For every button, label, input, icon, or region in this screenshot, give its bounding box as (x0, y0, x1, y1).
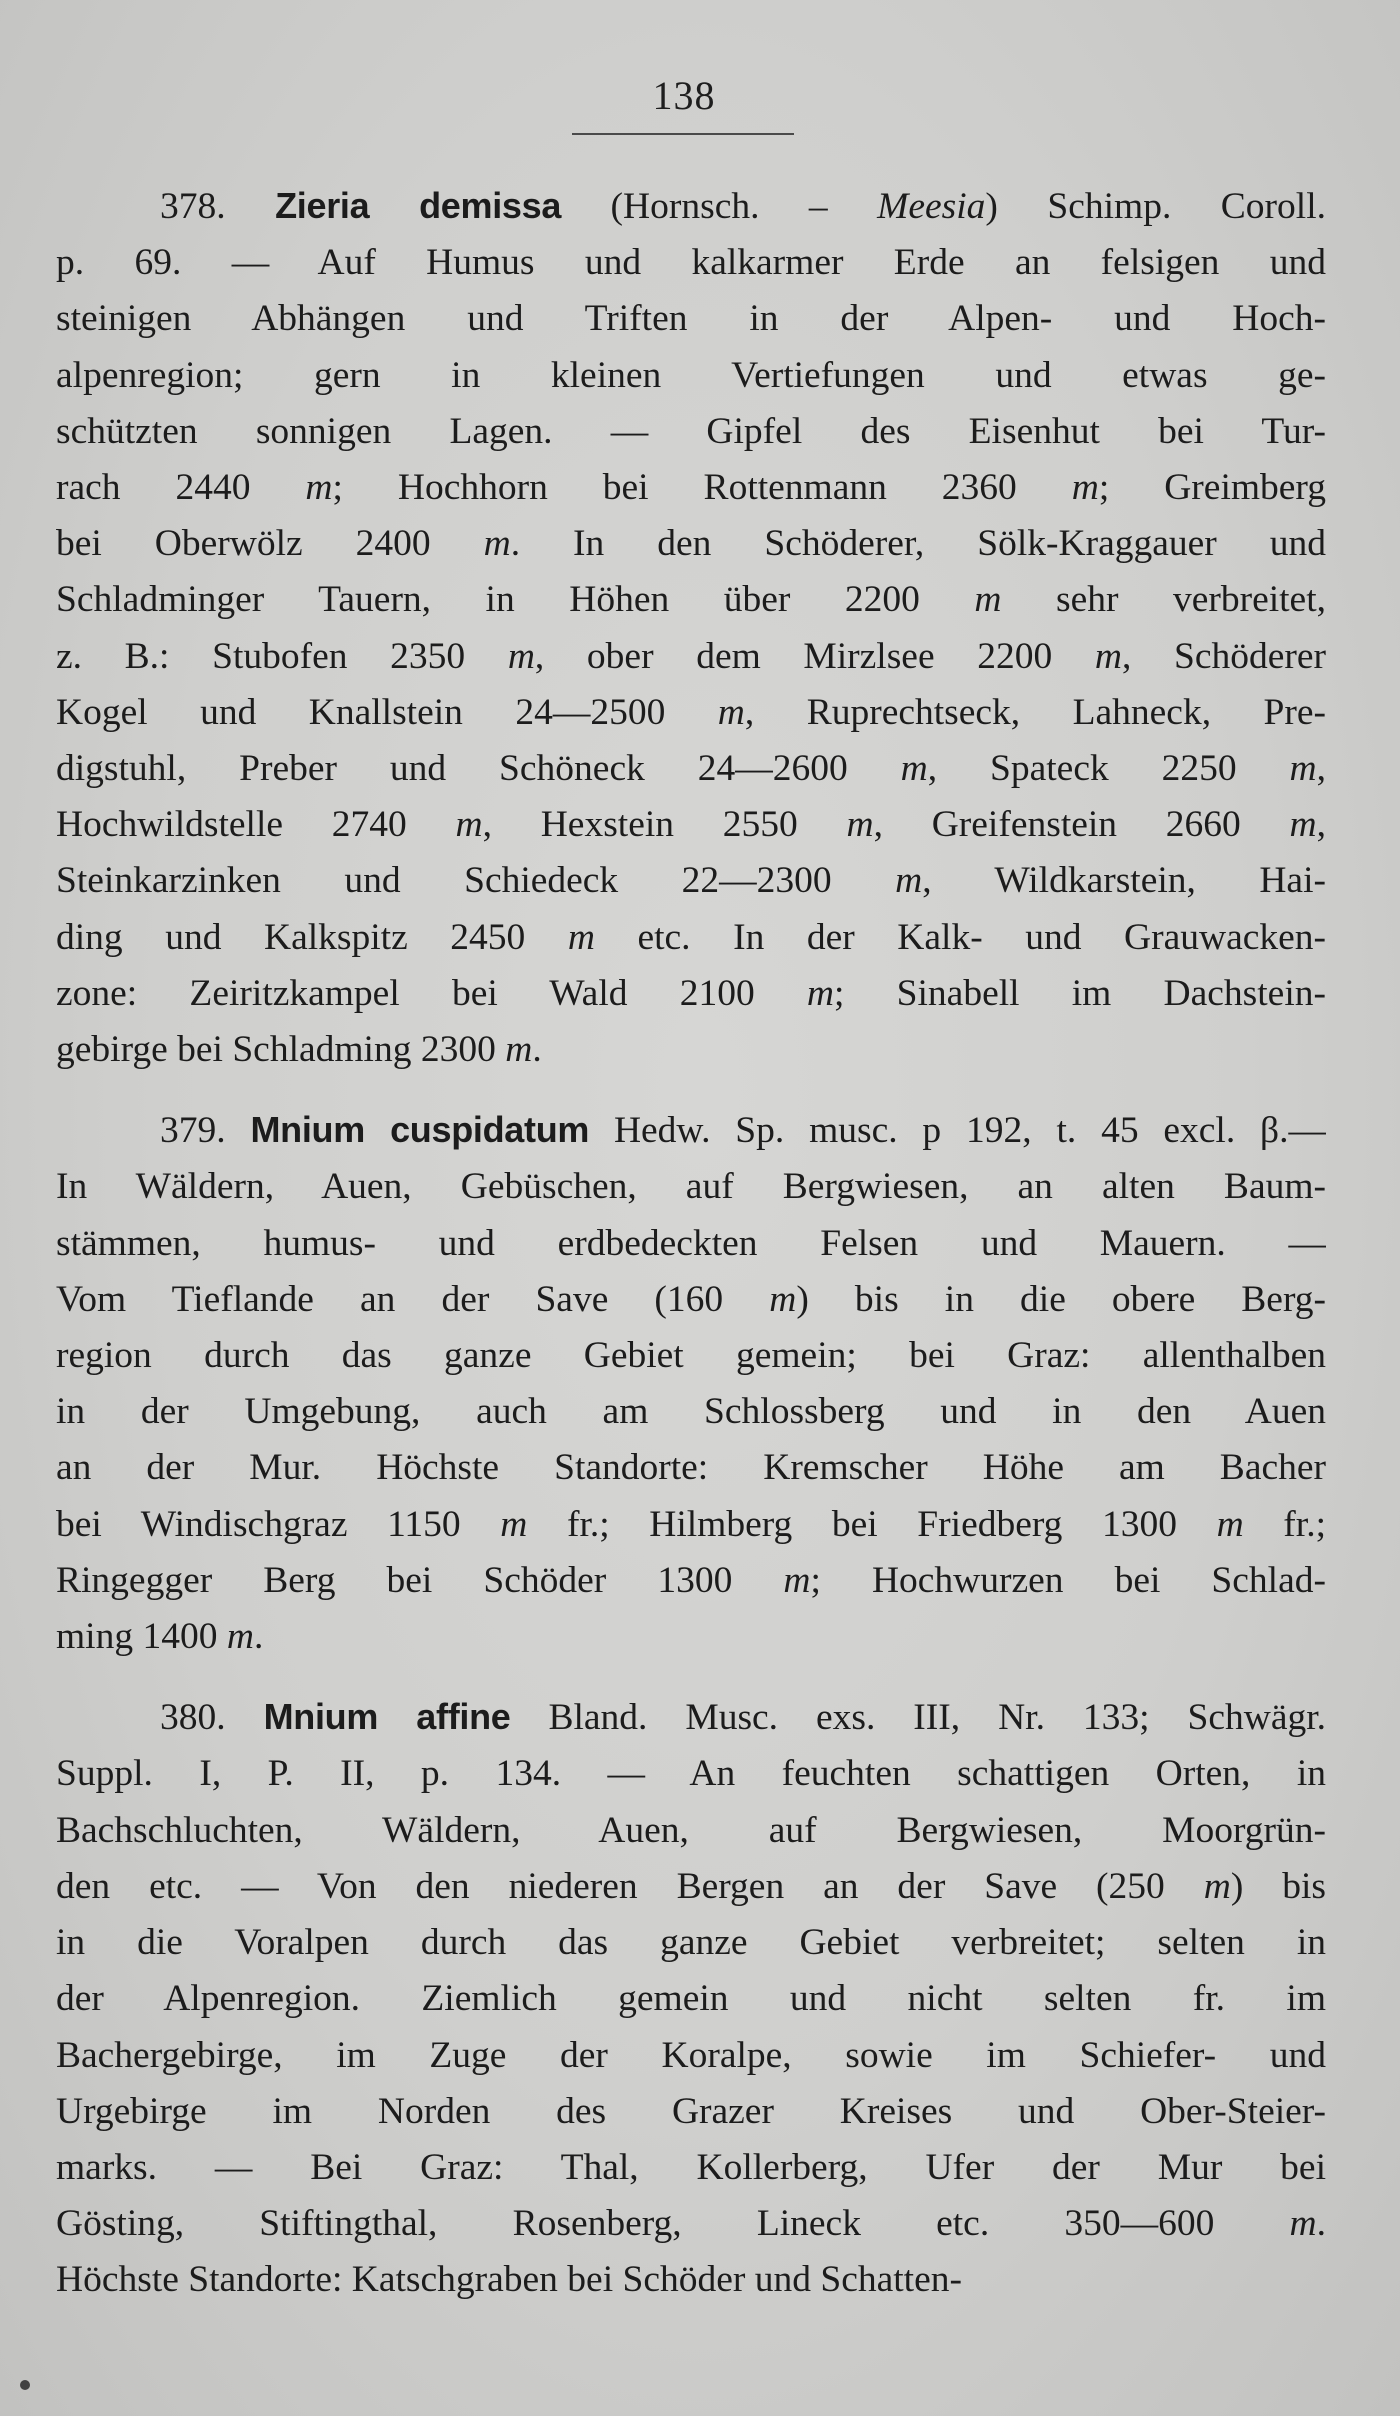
taxon-name: Mnium affine (263, 1696, 511, 1738)
species-entry (56, 178, 1326, 1078)
text-line: z. B.: Stubofen 2350 m, ober dem Mirzlsee 2200 m, Schöderer (56, 635, 1326, 677)
entry-number: 380. (160, 1697, 264, 1739)
text-line: gebirge bei Schladming 2300 m. (56, 1029, 542, 1071)
entry-heading-line: 379. Mnium cuspidatum Hedw. Sp. musc. p 192, t. 45 excl. β.— (160, 1109, 1326, 1152)
entry-heading-line: 380. Mnium affine Bland. Musc. exs. III, Nr. 133; Schwägr. (160, 1696, 1326, 1739)
text-line: Kogel und Knallstein 24—2500 m, Ruprechtseck, Lahneck, Pre- (56, 691, 1326, 733)
entry-number: 379. (160, 1110, 251, 1152)
text-line: ding und Kalkspitz 2450 m etc. In der Kalk- und Grauwacken- (56, 916, 1326, 958)
text-line: den etc. — Von den niederen Bergen an der Save (250 m) bis (56, 1865, 1326, 1907)
text-line: Vom Tieflande an der Save (160 m) bis in die obere Berg- (56, 1278, 1326, 1320)
text-line: p. 69. — Auf Humus und kalkarmer Erde an felsigen und (56, 242, 1326, 284)
text-line: Urgebirge im Norden des Grazer Kreises und Ober-Steier- (56, 2090, 1326, 2132)
text-line: Schladminger Tauern, in Höhen über 2200 m sehr verbreitet, (56, 579, 1326, 621)
body-text (56, 178, 1326, 2309)
text-line: rach 2440 m; Hochhorn bei Rottenmann 2360 m; Greimberg (56, 467, 1326, 509)
species-entry (56, 1102, 1326, 1665)
species-entry (56, 1689, 1326, 2308)
print-speck (20, 2380, 30, 2390)
taxon-name: Zieria demissa (275, 185, 562, 226)
text-line: Steinkarzinken und Schiedeck 22—2300 m, Wildkarstein, Hai- (56, 860, 1326, 902)
text-line: stämmen, humus- und erdbedeckten Felsen und Mauern. — (56, 1222, 1326, 1264)
taxon-name: Mnium cuspidatum (250, 1109, 590, 1151)
text-line: Bachschluchten, Wäldern, Auen, auf Bergwiesen, Moorgrün- (56, 1809, 1326, 1851)
text-line: Bachergebirge, im Zuge der Koralpe, sowie im Schiefer- und (56, 2034, 1326, 2076)
text-line: Suppl. I, P. II, p. 134. — An feuchten schattigen Orten, in (56, 1753, 1326, 1795)
text-line: Hochwildstelle 2740 m, Hexstein 2550 m, Greifenstein 2660 m, (56, 804, 1326, 846)
text-line: bei Windischgraz 1150 m fr.; Hilmberg bei Friedberg 1300 m fr.; (56, 1503, 1326, 1545)
text-line: zone: Zeiritzkampel bei Wald 2100 m; Sinabell im Dachstein- (56, 972, 1326, 1014)
text-line: In Wäldern, Auen, Gebüschen, auf Bergwiesen, an alten Baum- (56, 1166, 1326, 1208)
text-line: an der Mur. Höchste Standorte: Kremscher Höhe am Bacher (56, 1447, 1326, 1489)
entry-heading-line: 378. Zieria demissa (Hornsch. – Meesia) Schimp. Coroll. (160, 185, 1326, 227)
text-line: in die Voralpen durch das ganze Gebiet verbreitet; selten in (56, 1922, 1326, 1964)
header-rule (572, 133, 794, 135)
text-line: Ringegger Berg bei Schöder 1300 m; Hochwurzen bei Schlad- (56, 1559, 1326, 1601)
text-line: Gösting, Stiftingthal, Rosenberg, Lineck etc. 350—600 m. (56, 2203, 1326, 2245)
synonym-genus: Meesia (877, 186, 986, 227)
text-line: Höchste Standorte: Katschgraben bei Schöder und Schatten- (56, 2259, 962, 2301)
text-line: steinigen Abhängen und Triften in der Alpen- und Hoch- (56, 298, 1326, 340)
text-line: digstuhl, Preber und Schöneck 24—2600 m, Spateck 2250 m, (56, 748, 1326, 790)
page-number: 138 (652, 73, 716, 118)
text-line: bei Oberwölz 2400 m. In den Schöderer, Sölk-Kraggauer und (56, 523, 1326, 565)
text-line: schützten sonnigen Lagen. — Gipfel des Eisenhut bei Tur- (56, 410, 1326, 452)
text-line: alpenregion; gern in kleinen Vertiefungen und etwas ge- (56, 354, 1326, 396)
text-line: region durch das ganze Gebiet gemein; bei Graz: allenthalben (56, 1335, 1326, 1377)
text-line: in der Umgebung, auch am Schlossberg und in den Auen (56, 1391, 1326, 1433)
text-line: ming 1400 m. (56, 1616, 264, 1658)
text-line: marks. — Bei Graz: Thal, Kollerberg, Ufer der Mur bei (56, 2146, 1326, 2188)
entry-number: 378. (160, 186, 276, 227)
text-line: der Alpenregion. Ziemlich gemein und nicht selten fr. im (56, 1978, 1326, 2020)
